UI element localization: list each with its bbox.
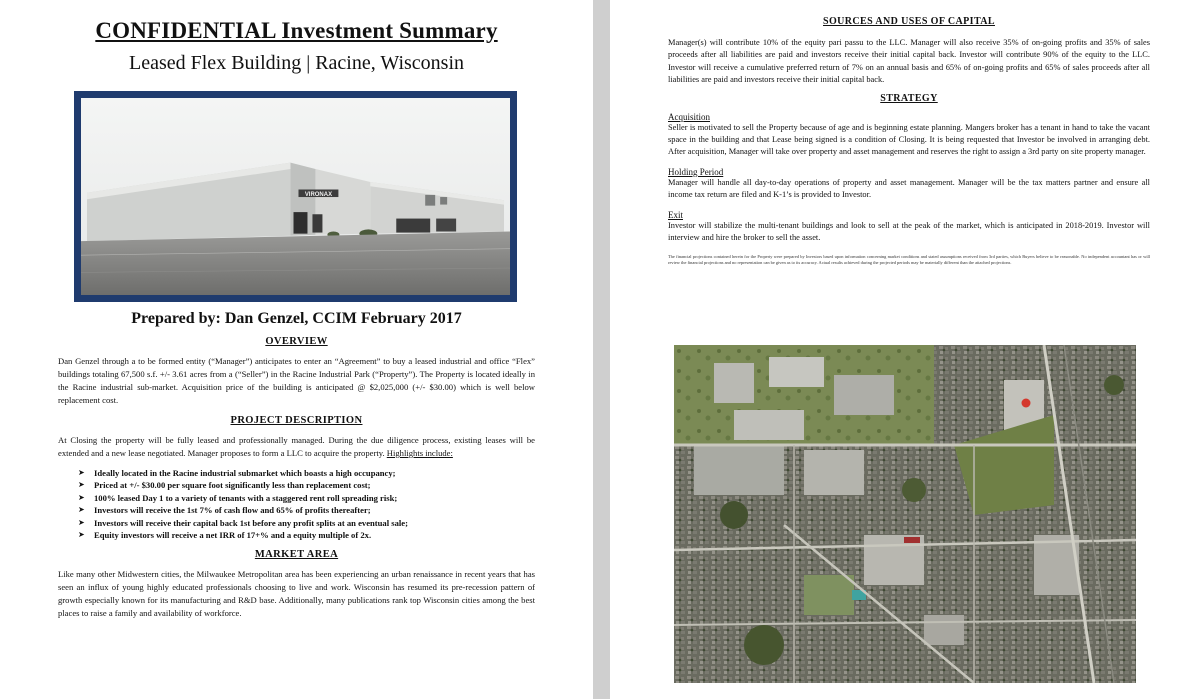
market-area-heading: MARKET AREA [254, 549, 339, 561]
arrow-bullet-icon: ➤ [78, 530, 85, 540]
building-photo [74, 91, 517, 302]
acquisition-heading: Acquisition [668, 111, 710, 122]
list-item: ➤ Priced at +/- $30.00 per square foot significantly less than replacement cost; [78, 480, 371, 491]
aerial-map [674, 345, 1136, 683]
holding-period-text: Manager will handle all day-to-day operations of property and asset management. Manager will be the tax matters partner and ensure all income tax return are filed and K-1’s is provided to Investor. [668, 177, 1150, 200]
exit-text: Investor will stabilize the multi-tenant buildings and look to sell at the peak of the market, which is anticipated in 2018-2019. Investor will interview and hire the broker to sell the asset. [668, 220, 1150, 243]
exit-heading: Exit [668, 209, 683, 220]
list-item: ➤ Investors will receive their capital back 1st before any profit splits at an eventual sale; [78, 517, 408, 528]
disclaimer-text: The financial projections contained herein for the Property were prepared by Investors based upon information concerning market conditions and stated assumptions received from 3rd parties, which Buyers believe to be reasonable. No independent accountant has or will review the financial projections and no representation can be given as to its accuracy. Actual results achieved during the projected periods may be materially different than the attached projections. [668, 254, 1150, 266]
document-page-left [0, 0, 593, 699]
strategy-heading: STRATEGY [880, 92, 938, 104]
market-area-text: Like many other Midwestern cities, the Milwaukee Metropolitan area has been experiencing an urban renaissance in recent years that has seen an influx of young highly educated professionals choosing to live and work. Wisconsin has resumed its pre-recession pattern of growth especially known for its manufacturing and R&D base. Additionally, many publications rank top Wisconsin cities among the best places to raise a family and availability of workforce. [58, 569, 535, 619]
document-subtitle: Leased Flex Building | Racine, Wisconsin [129, 52, 464, 74]
arrow-bullet-icon: ➤ [78, 480, 85, 490]
arrow-bullet-icon: ➤ [78, 505, 85, 515]
project-description-text [58, 434, 535, 460]
aerial-map-image [674, 345, 1136, 683]
list-item: ➤ Investors will receive the 1st 7% of cash flow and 65% of profits thereafter; [78, 505, 371, 516]
project-description-paragraph: At Closing the property will be fully leased and professionally managed. During the due diligence process, existing leases will be extended and a new lease negotiated. Manager proposes to form a LLC to acquire the property. [58, 435, 535, 458]
overview-text: Dan Genzel through a to be formed entity (“Manager”) anticipates to enter an “Agreement” to buy a leased industrial and office “Flex” buildings totaling 67,500 s.f. +/- 3.61 acres from a (“Seller”) in the Racine Industrial Park (“Property”). The Property is located ideally in the Racine industrial sub-market. Acquisition price of the building is anticipated @ $2,025,000 (+/- $30.00) which is well below replacement cost. [58, 356, 535, 405]
arrow-bullet-icon: ➤ [78, 517, 85, 527]
highlights-label: Highlights include: [386, 448, 453, 458]
overview-heading: OVERVIEW [265, 336, 328, 347]
page-gutter [593, 0, 610, 699]
list-item: ➤ 100% leased Day 1 to a variety of tenants with a staggered rent roll spreading risk; [78, 492, 398, 503]
project-description-heading: PROJECT DESCRIPTION [230, 415, 363, 426]
list-item: ➤ Ideally located in the Racine industrial submarket which boasts a high occupancy; [78, 468, 396, 478]
prepared-by: Prepared by: Dan Genzel, CCIM February 2017 [131, 310, 462, 327]
document-title: CONFIDENTIAL Investment Summary [95, 18, 498, 43]
acquisition-text: Seller is motivated to sell the Property because of age and is beginning estate planning. Mangers broker has a tenant in hand to take the vacant space in the building and that Lease being signed is a condition of Closing. It is being requested that Investor be involved in arranging debt. After acquisition, Manager will take over property and asset management and reserves the right to assign a 3rd party on site property manager. [668, 122, 1150, 157]
arrow-bullet-icon: ➤ [78, 468, 85, 477]
highlights-list [58, 467, 535, 541]
building-sign-text: VIRONAX [304, 190, 333, 199]
building-photo-image [81, 98, 510, 295]
sources-uses-heading: SOURCES AND USES OF CAPITAL [823, 16, 995, 27]
list-item: ➤ Equity investors will receive a net IRR of 17+% and a equity multiple of 2x. [78, 530, 372, 541]
sources-uses-text: Manager(s) will contribute 10% of the equity pari passu to the LLC. Manager will also receive 35% of on-going profits and 35% of sales proceeds after all liabilities are paid and investors receive their initial capital back. Investor will contribute 90% of the equity to the LLC. Investor will receive a cumulative preferred return of 7% on an annual basis and 65% of on-going profits and 65% of sales proceeds after all liabilities are paid and investors receive their initial capital back. [668, 38, 1150, 85]
arrow-bullet-icon: ➤ [78, 492, 85, 502]
holding-period-heading: Holding Period [668, 166, 724, 177]
